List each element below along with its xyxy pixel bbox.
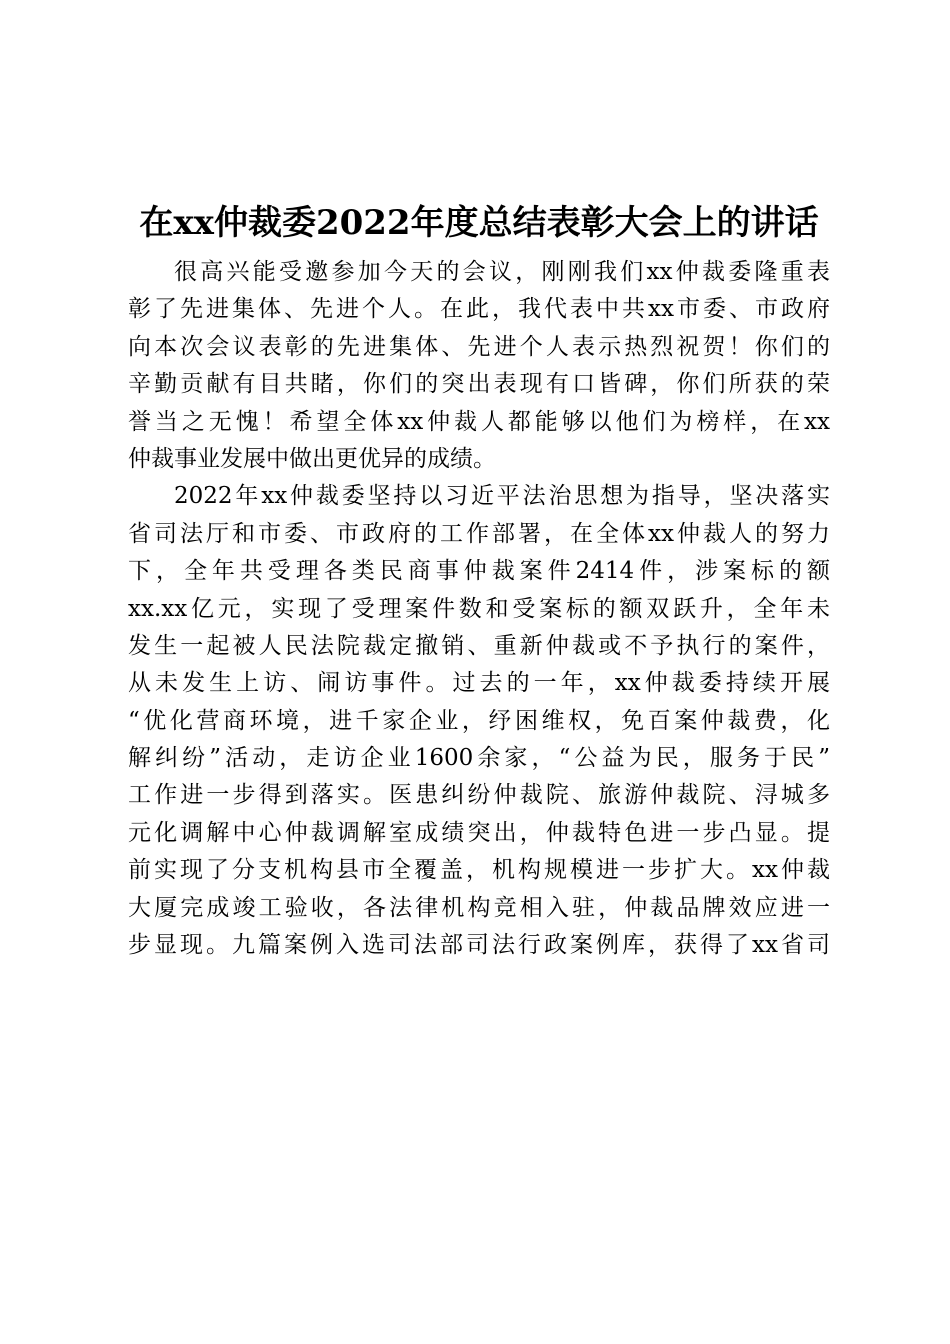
text-line: 辛勤贡献有目共睹，你们的突出表现有口皆碑，你们所获的荣 xyxy=(128,371,830,398)
text-line: xx.xx亿元，实现了受理案件数和受案标的额双跃升，全年未 xyxy=(128,595,830,622)
document-body xyxy=(128,254,830,964)
text-line: 下，全年共受理各类民商事仲裁案件2414件，涉案标的额 xyxy=(128,558,830,585)
text-line: 大厦完成竣工验收，各法律机构竞相入驻，仲裁品牌效应进一 xyxy=(128,894,830,921)
text-line: 元化调解中心仲裁调解室成绩突出，仲裁特色进一步凸显。提 xyxy=(128,819,830,846)
text-line: 省司法厅和市委、市政府的工作部署，在全体xx仲裁人的努力 xyxy=(128,520,830,547)
text-line: 彰了先进集体、先进个人。在此，我代表中共xx市委、市政府 xyxy=(128,296,830,323)
text-line: 解纠纷”活动，走访企业1600余家，“公益为民，服务于民” xyxy=(128,745,830,772)
text-line: 很高兴能受邀参加今天的会议，刚刚我们xx仲裁委隆重表 xyxy=(174,259,830,285)
text-line: 誉当之无愧！希望全体xx仲裁人都能够以他们为榜样，在xx xyxy=(128,408,830,435)
text-line: 仲裁事业发展中做出更优异的成绩。 xyxy=(128,445,496,472)
text-line: 步显现。九篇案例入选司法部司法行政案例库，获得了xx省司 xyxy=(128,932,830,959)
paragraph-1 xyxy=(128,254,830,478)
text-line: 工作进一步得到落实。医患纠纷仲裁院、旅游仲裁院、浔城多 xyxy=(128,782,830,809)
text-line: 2022年xx仲裁委坚持以习近平法治思想为指导，坚决落实 xyxy=(174,483,830,510)
text-line: 从未发生上访、闹访事件。过去的一年，xx仲裁委持续开展 xyxy=(128,670,830,697)
text-line: 前实现了分支机构县市全覆盖，机构规模进一步扩大。xx仲裁 xyxy=(128,857,830,884)
text-line: 向本次会议表彰的先进集体、先进个人表示热烈祝贺！你们的 xyxy=(128,333,830,360)
document-title: 在xx仲裁委2022年度总结表彰大会上的讲话 xyxy=(139,203,819,243)
text-line: “优化营商环境，进千家企业，纾困维权，免百案仲裁费，化 xyxy=(128,707,830,734)
paragraph-2 xyxy=(128,478,830,964)
text-line: 发生一起被人民法院裁定撤销、重新仲裁或不予执行的案件， xyxy=(128,632,830,659)
